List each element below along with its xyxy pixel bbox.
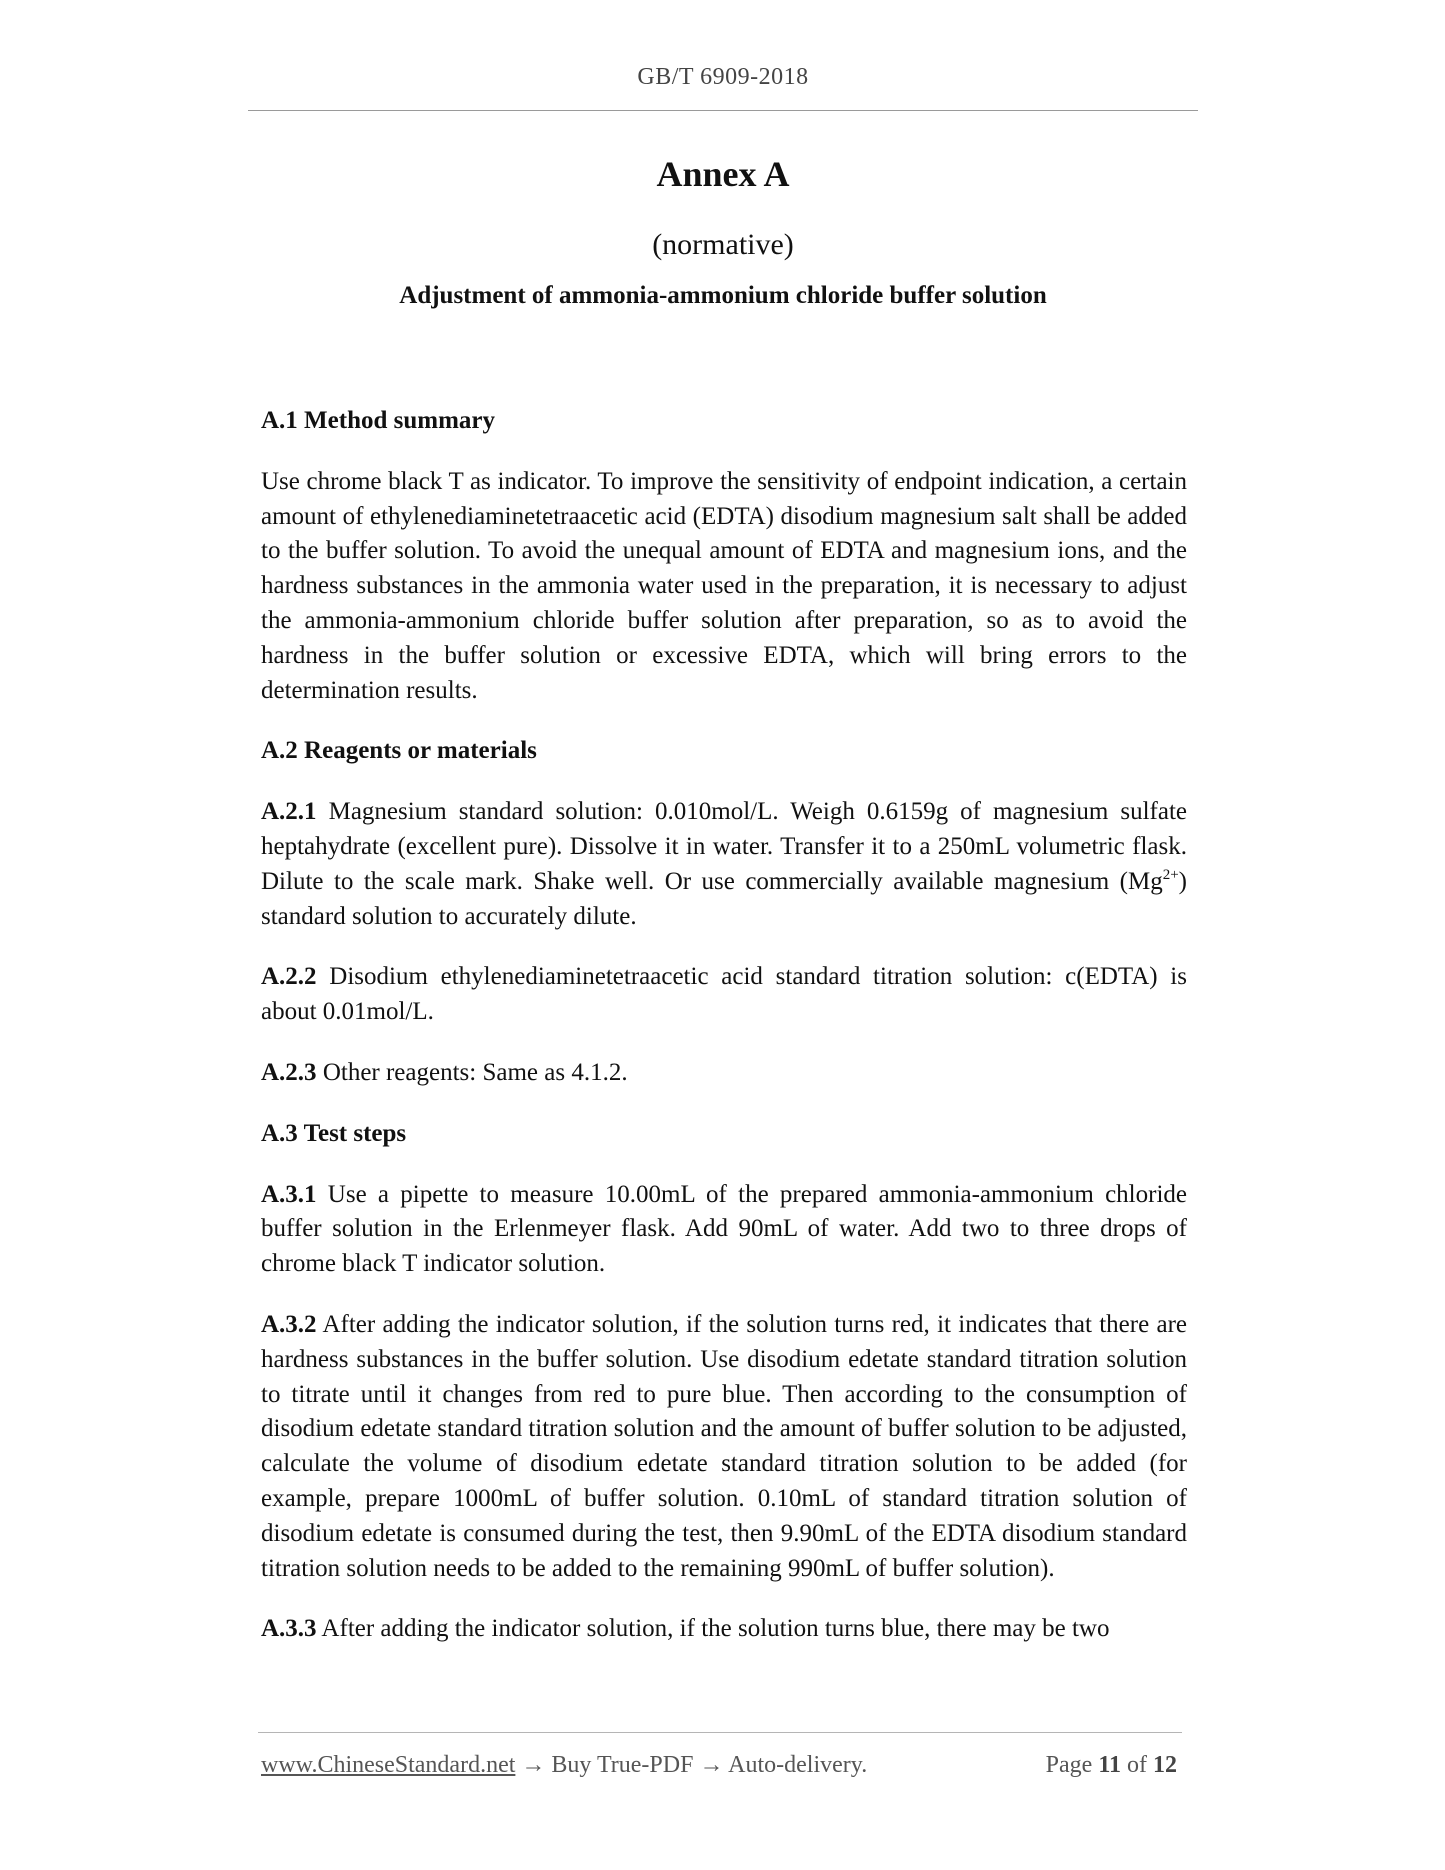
clause-number: A.3.3 (261, 1615, 317, 1643)
current-page-number: 11 (1098, 1752, 1121, 1778)
clause-text: Other reagents: Same as 4.1.2. (316, 1058, 628, 1086)
website-link[interactable]: www.ChineseStandard.net (261, 1752, 516, 1778)
page-indicator (1046, 1752, 1177, 1779)
section-a3-title: A.3 Test steps (261, 1119, 407, 1147)
clause-text-end: ) standard solution to accurately dilute. (261, 867, 1187, 930)
clause-a32 (261, 1308, 1187, 1586)
clause-text: Use a pipette to measure 10.00mL of the prepared ammonia-ammonium chloride buffer solution in the Erlenmeyer flask. Add 90mL of water. Add two to three drops of chrome black T indicator solution. (261, 1180, 1187, 1278)
document-code-header: GB/T 6909-2018 (637, 64, 809, 90)
arrow-right-icon: → (693, 1752, 729, 1778)
clause-number: A.2.1 (261, 798, 317, 826)
clause-number: A.2.3 (261, 1058, 317, 1086)
total-pages-number: 12 (1153, 1752, 1177, 1778)
auto-delivery-text: Auto-delivery. (728, 1752, 868, 1778)
header-divider (248, 110, 1198, 111)
clause-number: A.2.2 (261, 963, 317, 991)
clause-a31 (261, 1178, 1187, 1282)
footer-divider (258, 1732, 1182, 1733)
annex-title: Annex A (656, 154, 790, 194)
section-a1-text: Use chrome black T as indicator. To improve the sensitivity of endpoint indication, a certain amount of ethylenediaminetetraacetic acid (EDTA) disodium magnesium salt shall be added to the buffer solution. To avoid the unequal amount of EDTA and magnesium ions, and the hardness substances in the ammonia water used in the preparation, it is necessary to adjust the ammonia-ammonium chloride buffer solution after preparation, so as to avoid the hardness in the buffer solution or excessive EDTA, which will bring errors to the determination results. (261, 467, 1187, 704)
section-a1-title: A.1 Method summary (261, 407, 496, 434)
arrow-right-icon: → (515, 1752, 552, 1778)
annex-heading: Adjustment of ammonia-ammonium chloride buffer solution (399, 282, 1047, 309)
clause-number: A.3.1 (261, 1180, 317, 1208)
clause-a22 (261, 960, 1187, 1030)
superscript-charge: 2+ (1162, 866, 1179, 883)
clause-number: A.3.2 (261, 1310, 317, 1338)
annex-subtitle: (normative) (652, 228, 794, 261)
section-a2-title: A.2 Reagents or materials (261, 737, 537, 765)
clause-text: After adding the indicator solution, if the solution turns red, it indicates that there are hardness substances in the buffer solution. Use disodium edetate standard titration solution to titrate until it changes from red to pure blue. Then according to the consumption of disodium edetate standard titration solution and the amount of buffer solution to be adjusted, calculate the volume of disodium edetate standard titration solution to be added (for example, prepare 1000mL of buffer solution. 0.10mL of standard titration solution of disodium edetate is consumed during the test, then 9.90mL of the EDTA disodium standard titration solution needs to be added to the remaining 990mL of buffer solution). (261, 1310, 1187, 1582)
footer-promo (261, 1752, 867, 1779)
of-label: of (1127, 1752, 1147, 1778)
clause-a23 (261, 1056, 1187, 1091)
page-label: Page (1045, 1752, 1093, 1778)
buy-pdf-text: Buy True-PDF (551, 1752, 694, 1778)
clause-text: Magnesium standard solution: 0.010mol/L. Weigh 0.6159g of magnesium sulfate heptahydrate (excellent pure). Dissolve it in water. Transfer it to a 250mL volumetric flask. Dilute to the scale mark. Shake well. Or use commercially available magnesium (Mg (261, 798, 1187, 895)
clause-a21 (261, 795, 1187, 934)
clause-text: After adding the indicator solution, if the solution turns blue, there may be two (316, 1615, 1110, 1643)
clause-text: Disodium ethylenediaminetetraacetic acid standard titration solution: c(EDTA) is about 0.01mol/L. (261, 963, 1187, 1026)
clause-a33 (261, 1612, 1187, 1647)
document-body (261, 404, 1187, 1673)
